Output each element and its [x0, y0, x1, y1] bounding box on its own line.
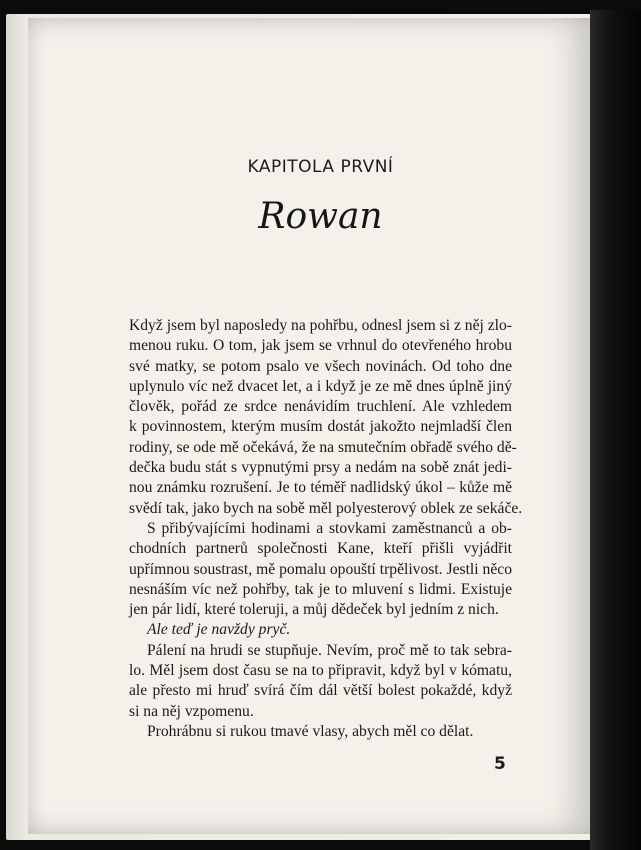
paragraph [129, 519, 512, 620]
page-shadow-edge [590, 10, 641, 850]
text-line: své matky, se potom psalo ve všech novinách. Od toho dne [129, 357, 512, 375]
text-line: upřímnou soustrast, mě pomalu opouští trpělivost. Jestli něco [129, 560, 512, 578]
text-line: dečka budu stát s vypnutými prsy a nedám na sobě znát jedi- [129, 459, 512, 477]
text-line: S přibývajícími hodinami a stovkami zaměstnanců a ob- [147, 519, 512, 537]
page-number: 5 [494, 754, 506, 774]
paragraph [129, 316, 523, 519]
text-line: nesnáším víc než pohřby, tak je to mluvení s lidmi. Existuje [129, 580, 512, 598]
text-line: Prohrábnu si rukou tmavé vlasy, abych měl co dělat. [147, 722, 474, 740]
text-line: menou ruku. O tom, jak jsem se vrhnul do otevřeného hrobu [129, 337, 512, 355]
paragraph [129, 722, 512, 742]
text-line: Když jsem byl naposledy na pohřbu, odnesl jsem si z něj zlo- [129, 317, 512, 334]
text-line: chodních partnerů společnosti Kane, kteří přišli vyjádřit [129, 540, 512, 558]
text-line: ale přesto mi hruď svírá čím dál větší bolest pokaždé, když [129, 682, 512, 700]
text-line: lo. Měl jsem dost času se na to připravit, když byl v kómatu, [129, 662, 512, 680]
text-line: k povinnostem, kterým musím dostát jakožto nejmladší člen [129, 418, 512, 436]
text-line: uplynulo víc než dvacet let, a i když je ze mě dnes úplně jiný [129, 377, 512, 395]
body-text [129, 316, 523, 742]
paragraph [129, 641, 512, 722]
text-line: rodiny, se ode mě očekává, že na smutečním obřadě svého dě- [129, 438, 517, 456]
text-line: člověk, pořád ze srdce nenávidím truchlení. Ale vzhledem [129, 398, 512, 416]
text-line: si na něj vzpomenu. [129, 702, 254, 720]
text-line: svědí tak, jako bych na sobě měl polyesterový oblek ze sekáče. [129, 499, 523, 517]
text-line: nou známku rozrušení. Je to téměř nadlidský úkol – kůže mě [129, 479, 512, 497]
paragraph [129, 620, 512, 640]
text-line: Pálení na hrudi se stupňuje. Nevím, proč mě to tak sebra- [147, 641, 512, 659]
chapter-label: KAPITOLA PRVNÍ [247, 157, 394, 177]
text-line: jen pár lidí, které toleruji, a můj dědeček byl jedním z nich. [129, 601, 499, 619]
chapter-title: Rowan [258, 196, 383, 237]
text-line: Ale teď je navždy pryč. [147, 621, 291, 639]
